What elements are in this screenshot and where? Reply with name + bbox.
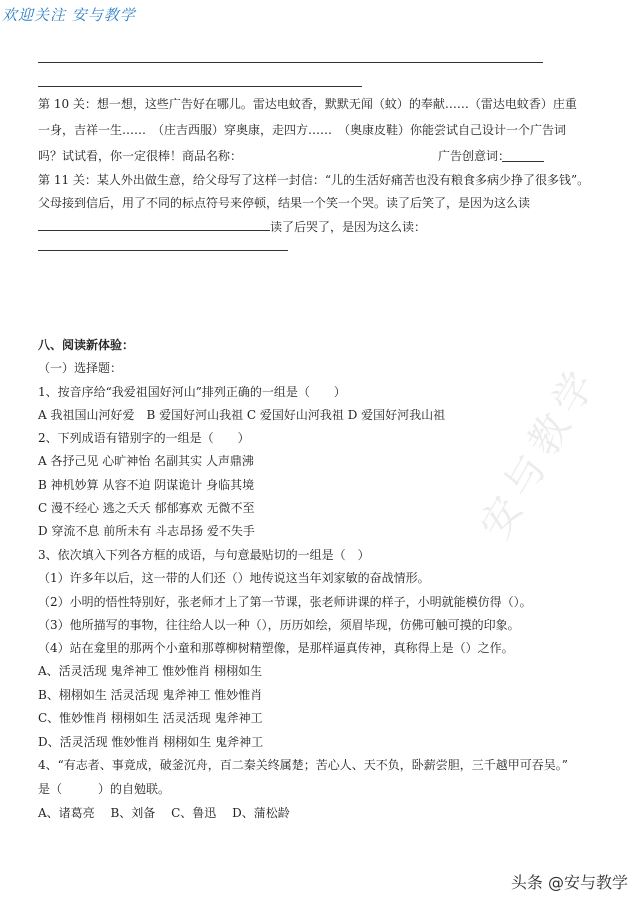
footer-watermark: 头条 @安与教学 — [510, 873, 628, 892]
question-1-options: A 我祖国山河好爱 B 爱国好河山我祖 C 爱国好山河我祖 D 爱国好河我山祖 — [38, 408, 446, 422]
sub-item: （2）小明的悟性特别好，张老师才上了第一节课，张老师讲课的样子，小明就能模仿得（）。 — [38, 595, 532, 609]
question-4-cont: 是（ ）的自勉联。 — [38, 782, 171, 796]
level11-line: 第 11 关：某人外出做生意，给父母写了这样一封信：“儿的生活好痛苦也没有粮食多病少挣了很多钱”。 — [38, 173, 590, 187]
level11-line — [38, 218, 426, 235]
level11-line: 父母接到信后，用了不同的标点符号来停顿，结果一个笑一个哭。读了后笑了，是因为这么读 — [38, 196, 531, 210]
option: A、活灵活现 鬼斧神工 惟妙惟肖 栩栩如生 — [38, 664, 263, 678]
ad-slogan-label: 广告创意词： — [438, 149, 511, 163]
option: B 神机妙算 从容不迫 阴谋诡计 身临其境 — [38, 478, 255, 492]
product-name-label: 吗？试试看，你一定很棒！商品名称： — [38, 149, 243, 163]
sub-item: （4）站在龛里的那两个小童和那尊柳树精塑像，是那样逼真传神，真称得上是（）之作。 — [38, 641, 514, 655]
question-4: 4、“有志者、事竟成，破釜沉舟，百二秦关终属楚；苦心人、天不负，卧薪尝胆，三千越甲可吞吴。” — [38, 758, 568, 772]
option: D 穿流不息 前所未有 斗志昂扬 爱不失手 — [38, 524, 255, 538]
answer-line[interactable] — [38, 62, 543, 63]
option: B、栩栩如生 活灵活现 鬼斧神工 惟妙惟肖 — [38, 688, 263, 702]
level10-line: 一身，吉祥一生…… （庄吉西服）穿奥康，走四方…… （奥康皮鞋）你能尝试自己设计一个广告词 — [38, 123, 567, 137]
ad-slogan-blank[interactable] — [502, 148, 544, 162]
answer-blank[interactable] — [38, 218, 270, 231]
question-4-options: A、诸葛亮 B、刘备 C、鲁迅 D、蒲松龄 — [38, 806, 290, 820]
sub-item: （1）许多年以后，这一带的人们还（）地传说这当年刘家敏的奋战情形。 — [38, 571, 430, 585]
watermark: 安与教学 — [472, 357, 608, 547]
question-1: 1、按音序给“我爱祖国好河山”排列正确的一组是（ ） — [38, 385, 346, 399]
level10-line — [38, 148, 545, 164]
question-2: 2、下列成语有错别字的一组是（ ） — [38, 431, 250, 445]
sub-item: （3）他所描写的事物，往往给人以一种（），历历如绘，须眉毕现，仿佛可触可摸的印象。 — [38, 618, 520, 632]
option: A 各抒己见 心旷神怡 名副其实 人声鼎沸 — [38, 454, 254, 468]
level11-text: 读了后哭了，是因为这么读： — [270, 220, 427, 234]
brand-header: 欢迎关注 安与教学 — [2, 6, 136, 24]
option: C 漫不经心 逃之夭夭 郁郁寡欢 无微不至 — [38, 501, 255, 515]
answer-line[interactable] — [38, 86, 362, 87]
option: D、活灵活现 惟妙惟肖 栩栩如生 鬼斧神工 — [38, 735, 264, 749]
question-3: 3、依次填入下列各方框的成语，与句意最贴切的一组是（ ） — [38, 548, 370, 562]
subsection-title: （一）选择题： — [38, 361, 123, 375]
option: C、惟妙惟肖 栩栩如生 活灵活现 鬼斧神工 — [38, 711, 263, 725]
answer-line[interactable] — [38, 250, 288, 251]
level10-line: 第 10 关：想一想，这些广告好在哪儿。雷达电蚊香，默默无闻（蚊）的奉献……（雷达电蚊香）庄重 — [38, 97, 577, 111]
section-title: 八、阅读新体验： — [38, 338, 135, 352]
